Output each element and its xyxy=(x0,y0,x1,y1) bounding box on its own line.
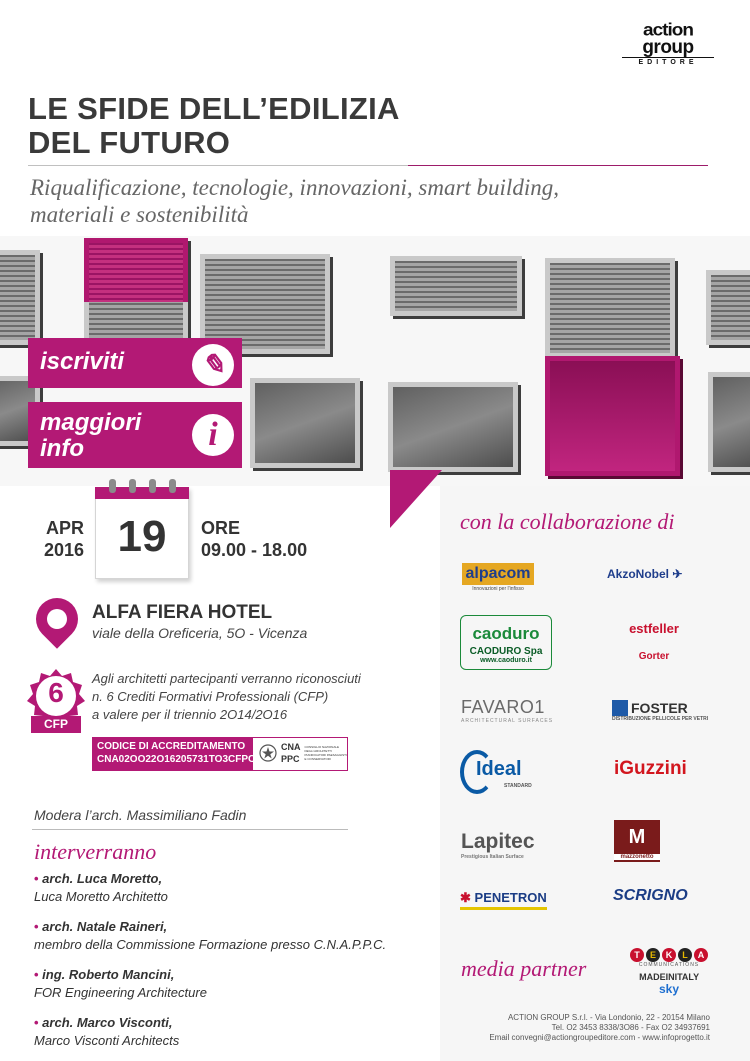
footer-contacts xyxy=(410,1013,710,1043)
sponsor-akzonobel-name: AkzoNobel xyxy=(607,567,670,581)
logo-line2: group xyxy=(642,37,694,58)
tekla-letter: L xyxy=(678,948,692,962)
highlight-window-box xyxy=(545,356,680,476)
sponsor-foster-name: FOSTER xyxy=(631,700,688,716)
calendar-ring xyxy=(169,479,176,493)
sponsor-ideal-sub: STANDARD xyxy=(504,783,532,789)
window-box xyxy=(390,256,522,316)
sponsor-favaro-sub: ARCHITECTURAL SURFACES xyxy=(461,718,554,724)
subtitle-line1: Riqualificazione, tecnologie, innovazioni, smart building, xyxy=(30,175,559,200)
credits-text-line1: Agli architetti partecipanti verranno riconosciuti xyxy=(92,671,361,686)
more-info-label-line2: info xyxy=(40,435,84,462)
madeinitaly-sky-logo xyxy=(628,972,710,996)
media-partner-heading: media partner xyxy=(461,956,587,981)
speaker-org: Luca Moretto Architetto xyxy=(34,889,168,904)
sponsor-mazzonetto-name: mazzonetto xyxy=(614,854,660,860)
title-divider xyxy=(28,165,708,166)
speaker-name: • ing. Roberto Mancini, xyxy=(34,966,414,984)
event-year: 2016 xyxy=(43,540,84,560)
accreditation-heading: CODICE DI ACCREDITAMENTO xyxy=(97,741,246,752)
subtitle-line2: materiali e sostenibilità xyxy=(30,202,249,227)
window-box xyxy=(388,382,518,472)
register-button[interactable] xyxy=(28,338,242,388)
speaker-item xyxy=(34,918,414,954)
hours-value: 09.00 - 18.00 xyxy=(201,540,308,560)
sponsor-penetron-logo[interactable] xyxy=(460,890,547,910)
tekla-letter: E xyxy=(646,948,660,962)
calendar-header xyxy=(95,487,189,499)
credits-number: 6 xyxy=(48,677,64,708)
sponsor-caoduro-logo[interactable] xyxy=(460,615,552,670)
subtitle xyxy=(30,174,730,228)
sponsor-lapitec-logo[interactable] xyxy=(461,830,535,860)
pencil-icon: ✎ xyxy=(192,344,234,386)
speaker-item xyxy=(34,966,414,1002)
window-box xyxy=(0,250,40,345)
sponsor-mazzonetto-logo[interactable] xyxy=(614,820,660,862)
moderator: Modera l’arch. Massimiliano Fadin xyxy=(34,807,247,823)
title-line1: LE SFIDE DELL’EDILIZIA xyxy=(28,91,400,126)
media-partner-tekla-logo[interactable] xyxy=(628,948,710,996)
sponsor-gorter-name: Gorter xyxy=(638,651,670,662)
sponsor-lapitec-sub: Prestigious Italian Surface xyxy=(461,854,524,860)
speaker-org: Marco Visconti Architects xyxy=(34,1033,180,1048)
sponsor-caoduro-mark: caoduro xyxy=(472,624,540,643)
cnappc-line2: PPC xyxy=(281,754,300,764)
event-hours xyxy=(201,517,307,561)
sponsor-ideal-name: Ideal xyxy=(476,758,522,780)
logo-line1: action xyxy=(643,21,693,40)
hours-label: ORE xyxy=(201,518,241,538)
event-month: APR xyxy=(45,518,84,538)
speaker-item xyxy=(34,1014,414,1050)
footer-line1: ACTION GROUP S.r.l. - Via Londonio, 22 - 20154 Milano xyxy=(507,1013,710,1022)
more-info-button[interactable] xyxy=(28,402,242,468)
tekla-letter: K xyxy=(662,948,676,962)
event-date-month xyxy=(34,517,84,561)
sponsor-estfeller-name: estfeller xyxy=(629,621,679,636)
tekla-letters xyxy=(628,948,710,962)
more-info-label-line1: maggiori xyxy=(40,409,142,436)
sponsor-iguzzini-name: iGuzzini xyxy=(614,758,687,779)
collaboration-heading: con la collaborazione di xyxy=(460,509,675,534)
cnappc-small: CONSIGLIO NAZIONALE DEGLI ARCHITETTI PIANIFICATORI PAESAGGISTI E CONSERVATORI xyxy=(304,745,347,761)
speaker-name: • arch. Natale Raineri, xyxy=(34,918,414,936)
window-box xyxy=(250,378,360,468)
logo-line3: EDITORE xyxy=(622,57,714,66)
calendar-ring xyxy=(109,479,116,493)
penetron-star-icon: ✱ xyxy=(460,890,471,905)
publisher-logo xyxy=(622,22,714,66)
window-box xyxy=(545,258,675,358)
accreditation-box xyxy=(92,737,348,771)
sponsor-foster-sub: DISTRIBUZIONE PELLICOLE PER VETRI xyxy=(612,716,709,722)
venue-name: ALFA FIERA HOTEL xyxy=(92,602,273,623)
footer-line2: Tel. O2 3453 8338/3O86 - Fax O2 34937691 xyxy=(551,1023,710,1032)
madeinitaly-label: MADEINITALY xyxy=(639,972,699,982)
tekla-sub: COMMUNICATIONS xyxy=(638,962,700,968)
window-box xyxy=(706,270,750,345)
sponsor-iguzzini-logo[interactable] xyxy=(614,758,687,780)
accreditation-code: CNA02OO22O16205731TO3CFPOO6OO xyxy=(97,754,285,765)
speaker-org: membro della Commissione Formazione presso C.N.A.P.P.C. xyxy=(34,937,387,952)
sponsor-alpacom-tagline: Innovazioni per l'infisso xyxy=(472,586,524,592)
sponsor-scrigno-logo[interactable] xyxy=(613,887,688,905)
accent-triangle xyxy=(390,470,442,528)
window-box xyxy=(708,372,750,472)
accreditation-code-panel xyxy=(93,738,285,770)
speaker-name: • arch. Luca Moretto, xyxy=(34,870,414,888)
sponsor-favaro-logo[interactable] xyxy=(461,697,553,724)
venue-address: viale della Oreficeria, 5O - Vicenza xyxy=(92,625,308,641)
foster-square-icon xyxy=(612,700,628,716)
speakers-heading: interverranno xyxy=(34,839,157,864)
tekla-letter: T xyxy=(630,948,644,962)
speaker-item xyxy=(34,870,414,906)
sponsor-caoduro-url: www.caoduro.it xyxy=(480,657,532,664)
title-line2: DEL FUTURO xyxy=(28,125,231,160)
sky-label: sky xyxy=(658,982,680,996)
credits-description xyxy=(92,670,422,724)
page-title xyxy=(28,92,400,160)
info-icon: i xyxy=(192,414,234,456)
sponsor-alpacom-logo[interactable] xyxy=(462,563,534,592)
sponsor-alpacom-name: alpacom xyxy=(465,565,531,582)
footer-line3[interactable]: Email convegni@actiongroupeditore.com - www.infoprogetto.it xyxy=(489,1033,710,1042)
location-pin-icon xyxy=(27,589,86,648)
moderator-divider xyxy=(32,829,348,830)
cnappc-logo xyxy=(259,741,349,765)
event-day: 19 xyxy=(117,512,167,561)
tekla-letter: A xyxy=(694,948,708,962)
sponsor-ideal-standard-logo[interactable] xyxy=(460,750,540,795)
register-label: iscriviti xyxy=(40,348,125,375)
highlight-blind xyxy=(84,238,188,302)
calendar-ring xyxy=(129,479,136,493)
sponsor-mazzonetto-mark: M xyxy=(628,826,646,848)
calendar-ring xyxy=(149,479,156,493)
credits-text-line2: n. 6 Crediti Formativi Professionali (CFP) xyxy=(92,689,329,704)
sponsor-penetron-name: PENETRON xyxy=(474,890,547,905)
sponsor-akzonobel-logo[interactable] xyxy=(607,567,682,581)
sponsor-caoduro-name: CAODURO Spa xyxy=(469,646,543,657)
akzonobel-figure-icon: ✈ xyxy=(672,567,683,581)
cnappc-line1: CNA xyxy=(281,742,301,752)
republic-emblem-icon xyxy=(259,744,277,762)
credits-text-line3: a valere per il triennio 2O14/2O16 xyxy=(92,707,288,722)
sponsor-scrigno-name: SCRIGNO xyxy=(613,887,688,904)
sponsor-estfeller-logo[interactable] xyxy=(624,621,684,665)
sponsor-favaro-name: FAVARO1 xyxy=(461,697,545,717)
speaker-org: FOR Engineering Architecture xyxy=(34,985,207,1000)
sponsor-foster-logo[interactable] xyxy=(612,700,708,722)
sponsor-lapitec-name: Lapitec xyxy=(461,830,535,853)
credits-unit: CFP xyxy=(31,716,81,733)
speaker-name: • arch. Marco Visconti, xyxy=(34,1014,414,1032)
